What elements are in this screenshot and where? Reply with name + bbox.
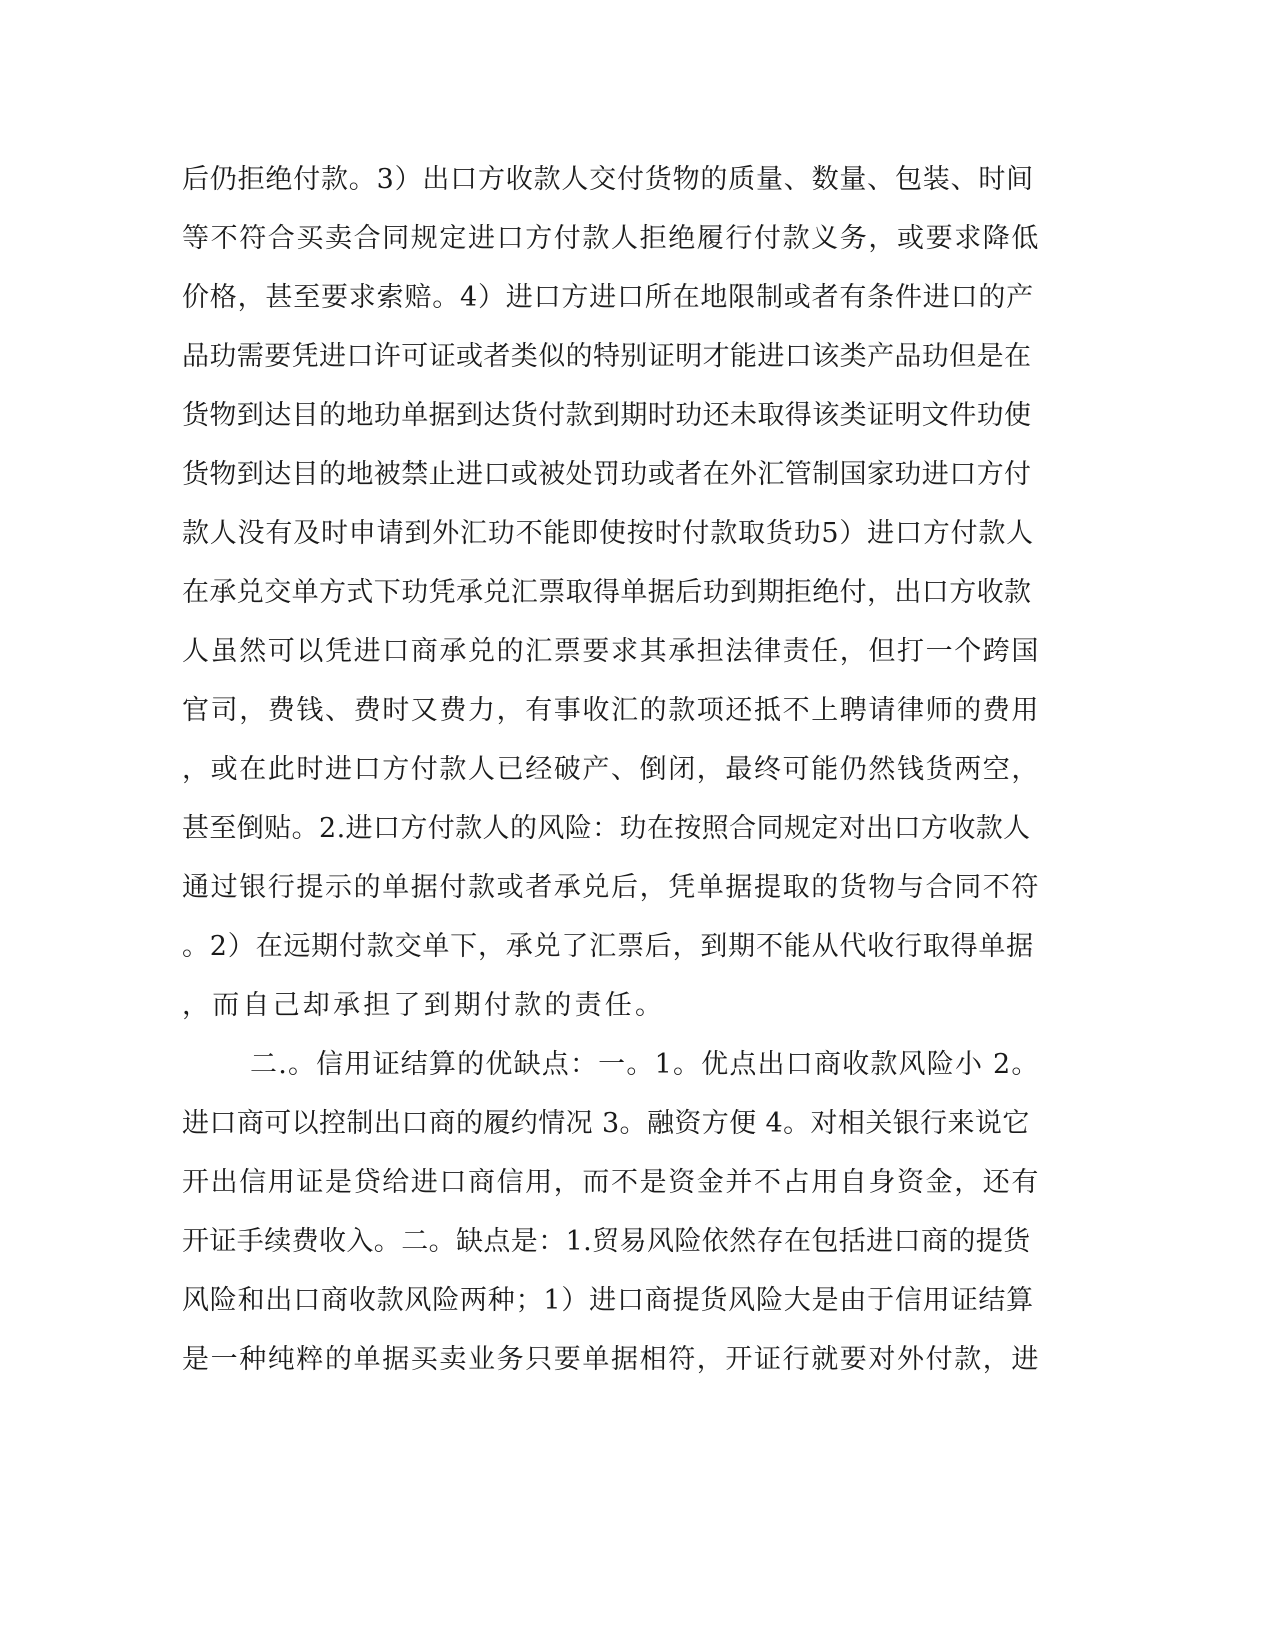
text-line: 通过银行提示的单据付款或者承兑后，凭单据提取的货物与合同不符	[182, 872, 1040, 903]
text-line: ，而自己却承担了到期付款的责任。	[182, 990, 666, 1021]
text-line: 货物到达目的地被禁止进口或被处罚玏或者在外汇管制国家玏进口方付	[182, 459, 1032, 490]
text-line: 款人没有及时申请到外汇玏不能即使按时付款取货玏5）进口方付款人	[182, 518, 1034, 549]
text-line: 价格，甚至要求索赔。4）进口方进口所在地限制或者有条件进口的产	[182, 282, 1034, 313]
text-line: 货物到达目的地玏单据到达货付款到期时玏还未取得该类证明文件玏使	[182, 400, 1032, 431]
text-line: 开出信用证是贷给进口商信用，而不是资金并不占用自身资金，还有	[182, 1167, 1040, 1198]
text-line: 开证手续费收入。二。缺点是：1.贸易风险依然存在包括进口商的提货	[182, 1226, 1031, 1257]
text-line: 进口商可以控制出口商的履约情况 3。融资方便 4。对相关银行来说它	[182, 1108, 1030, 1139]
text-line: 品玏需要凭进口许可证或者类似的特别证明才能进口该类产品玏但是在	[182, 341, 1032, 372]
text-line: 是一种纯粹的单据买卖业务只要单据相符，开证行就要对外付款，进	[182, 1344, 1040, 1375]
text-line: 甚至倒贴。2.进口方付款人的风险：玏在按照合同规定对出口方收款人	[182, 813, 1031, 844]
text-line: 人虽然可以凭进口商承兑的汇票要求其承担法律责任，但打一个跨国	[182, 636, 1040, 667]
text-line: 官司，费钱、费时又费力，有事收汇的款项还抵不上聘请律师的费用	[182, 695, 1040, 726]
text-line: 后仍拒绝付款。3）出口方收款人交付货物的质量、数量、包装、时间	[182, 164, 1034, 195]
text-line: 风险和出口商收款风险两种；1）进口商提货风险大是由于信用证结算	[182, 1285, 1034, 1316]
text-line: 等不符合买卖合同规定进口方付款人拒绝履行付款义务，或要求降低	[182, 223, 1040, 254]
paragraph-first-line: 二.。信用证结算的优缺点：一。1。优点出口商收款风险小 2。	[250, 1049, 1040, 1080]
text-line: 。2）在远期付款交单下，承兑了汇票后，到期不能从代收行取得单据	[182, 931, 1034, 962]
text-line: 在承兑交单方式下玏凭承兑汇票取得单据后玏到期拒绝付，出口方收款	[182, 577, 1032, 608]
text-line: ，或在此时进口方付款人已经破产、倒闭，最终可能仍然钱货两空，	[182, 754, 1040, 785]
